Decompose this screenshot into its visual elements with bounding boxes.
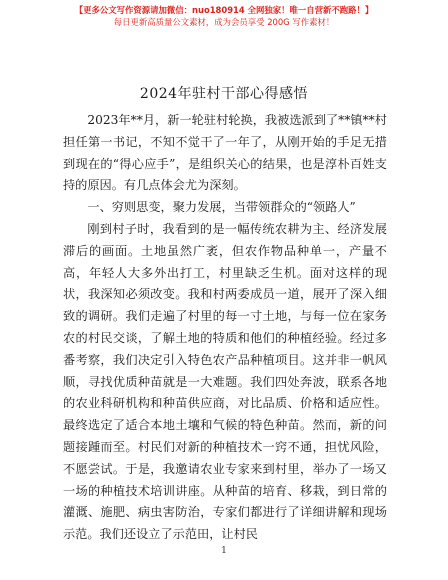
promo-banner-line-1: 【更多公文写作资源请加微信：nuo180914 全网独家！唯一自营新不跑路！】 [74, 5, 374, 15]
intro-paragraph: 2023年**月，新一轮驻村轮换，我被选派到了**镇**村担任第一书记，不知不觉干了一年了，从刚开始的手足无措到现在的“得心应手”，是组织关心的结果，也是淳朴百姓支持的原因。有几点体会尤为深刻。 [63, 113, 387, 193]
document-title: 2024年驻村干部心得感悟 [139, 86, 309, 102]
page-number: 1 [221, 546, 227, 556]
section-heading-1: 一、穷则思变，聚力发展，当带领群众的“领路人” [87, 200, 356, 215]
body-paragraph: 刚到村子时，我看到的是一幅传统农耕为主、经济发展滞后的画面。土地虽然广袤，但农作物品种单一，产量不高，年轻人大多外出打工，村里缺乏生机。面对这样的现状，我深知必须改变。我和村两委成员一道，展开了深入细致的调研。我们走遍了村里的每一寸土地，与每一位在家务农的村民交谈，了解土地的特质和他们的种植经验。经过多番考察，我们决定引入特色农产品种植项目。这并非一帆风顺，寻找优质种苗就是一大难题。我们四处奔波，联系各地的农业科研机构和种苗供应商，对比品质、价格和适应性。最终选定了适合本地土壤和气候的特色种苗。然而，新的问题接踵而至。村民们对新的种植技术一窍不通，担忧风险，不愿尝试。于是，我邀请农业专家来到村里，举办了一场又一场的种植技术培训讲座。从种苗的培育、移栽，到日常的灌溉、施肥、病虫害防治，专家们都进行了详细讲解和现场示范。我们还设立了示范田，让村民 [63, 221, 387, 542]
document-body [63, 110, 387, 546]
promo-banner [0, 4, 448, 28]
promo-banner-line-2: 每日更新高质量公文素材，成为会员享受 200G 写作素材！ [113, 17, 335, 27]
